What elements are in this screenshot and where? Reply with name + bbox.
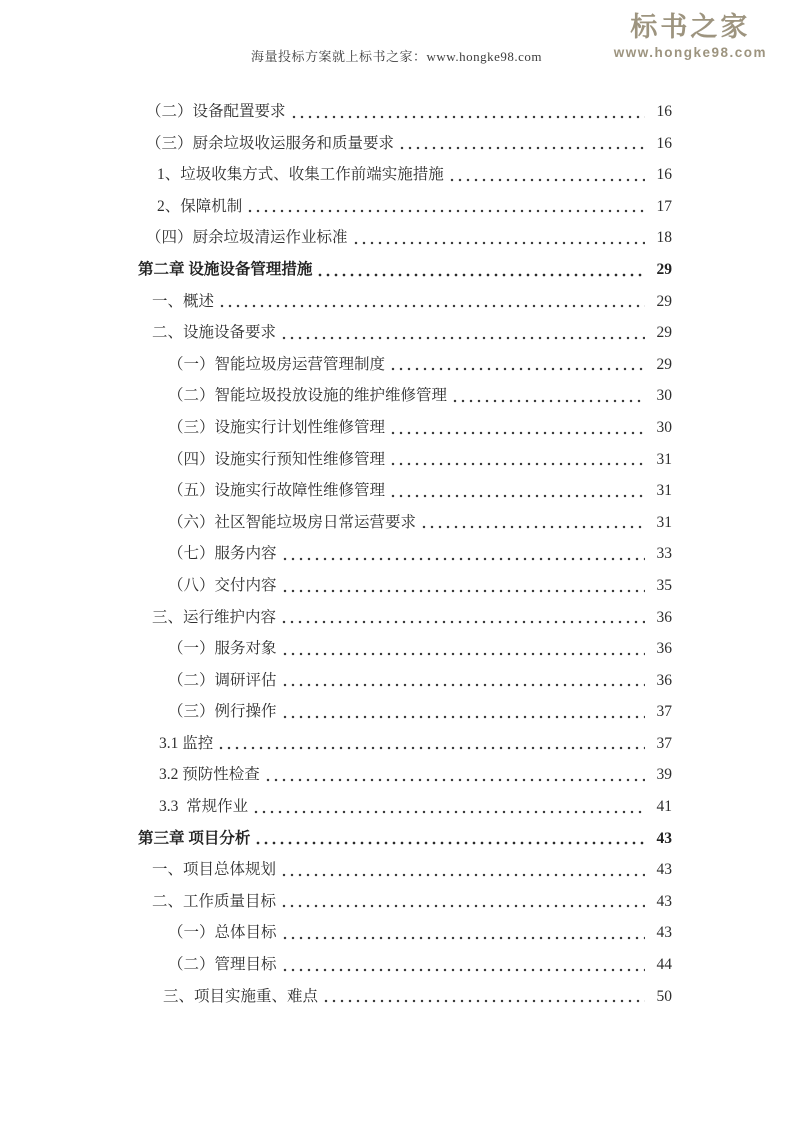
toc-entry-page: 30 [656,418,672,436]
toc-entry-page: 30 [656,387,672,405]
toc-entry-page: 31 [656,450,672,468]
toc-entry-label: （五）设施实行故障性维修管理 [168,482,386,500]
toc-entry [138,728,672,760]
toc-entry [138,349,672,381]
site-banner-text: 海量投标方案就上标书之家：www.hongke98.com [251,49,542,64]
toc-entry-label: 一、项目总体规划 [152,861,277,879]
toc-leader-dots [420,507,645,539]
toc-leader-dots [280,854,645,886]
toc-leader-dots [281,538,645,570]
toc-entry-label: （二）智能垃圾投放设施的维护维修管理 [168,387,448,405]
toc-leader-dots [281,917,645,949]
toc-entry [138,981,672,1013]
toc-leader-dots [290,96,645,128]
toc-entry-label: 三、运行维护内容 [152,608,277,626]
toc-entry-page: 37 [656,734,672,752]
toc-entry-label: 第三章 项目分析 [138,829,251,847]
toc-entry [138,570,672,602]
toc-entry-label: （三）例行操作 [168,703,277,721]
toc-entry-page: 29 [656,324,672,342]
toc-leader-dots [252,791,645,823]
toc-entry-label: （七）服务内容 [168,545,277,563]
toc-entry [138,917,672,949]
toc-entry [138,791,672,823]
toc-entry-page: 29 [656,292,672,310]
toc-entry-page: 44 [656,956,672,974]
toc-entry-page: 33 [656,545,672,563]
toc-leader-dots [218,286,645,318]
toc-entry [138,507,672,539]
toc-entry-label: 3.1 监控 [159,734,214,752]
toc-leader-dots [280,886,645,918]
toc-entry [138,823,672,855]
toc-entry [138,475,672,507]
toc-leader-dots [281,665,645,697]
toc-leader-dots [217,728,645,760]
toc-entry-page: 41 [656,798,672,816]
toc [138,96,672,1012]
toc-leader-dots [451,380,645,412]
toc-entry-page: 43 [656,924,672,942]
toc-entry-page: 39 [656,766,672,784]
toc-entry-label: （三）厨余垃圾收运服务和质量要求 [146,134,395,152]
toc-entry [138,380,672,412]
toc-entry [138,759,672,791]
toc-entry-label: 1、垃圾收集方式、收集工作前端实施措施 [157,166,444,184]
toc-entry-label: （三）设施实行计划性维修管理 [168,418,386,436]
toc-leader-dots [280,317,645,349]
toc-leader-dots [281,949,645,981]
toc-leader-dots [352,222,645,254]
toc-entry-label: 2、保障机制 [157,197,243,215]
toc-leader-dots [316,254,645,286]
toc-entry [138,128,672,160]
toc-leader-dots [389,349,645,381]
toc-entry-page: 36 [656,671,672,689]
toc-entry-label: 二、工作质量目标 [152,892,277,910]
toc-leader-dots [322,981,645,1013]
site-logo-title: 标书之家 [630,12,751,42]
toc-leader-dots [389,412,645,444]
toc-entry-label: 二、设施设备要求 [152,324,277,342]
toc-entry [138,696,672,728]
toc-entry-page: 36 [656,640,672,658]
toc-leader-dots [280,602,645,634]
toc-entry-page: 35 [656,576,672,594]
toc-leader-dots [281,633,645,665]
toc-entry [138,854,672,886]
toc-entry [138,949,672,981]
toc-entry-label: 第二章 设施设备管理措施 [138,260,313,278]
toc-leader-dots [389,475,645,507]
toc-entry [138,286,672,318]
toc-entry-page: 31 [656,482,672,500]
toc-entry-label: 3.3 常规作业 [159,798,249,816]
toc-entry-label: （六）社区智能垃圾房日常运营要求 [168,513,417,531]
toc-entry [138,159,672,191]
toc-entry-page: 16 [656,134,672,152]
toc-entry-label: （一）服务对象 [168,640,277,658]
toc-entry-page: 43 [656,861,672,879]
toc-leader-dots [448,159,645,191]
toc-entry [138,886,672,918]
toc-leader-dots [254,823,645,855]
toc-leader-dots [281,696,645,728]
toc-entry-label: （二）管理目标 [168,956,277,974]
toc-entry [138,602,672,634]
toc-entry [138,96,672,128]
site-logo-url: www.hongke98.com [613,44,767,60]
toc-entry [138,633,672,665]
toc-leader-dots [246,191,645,223]
toc-leader-dots [398,128,645,160]
toc-entry-label: （八）交付内容 [168,576,277,594]
toc-entry-page: 31 [656,513,672,531]
toc-entry-label: 三、项目实施重、难点 [163,987,319,1005]
toc-entry-page: 36 [656,608,672,626]
site-logo [614,13,767,60]
toc-entry-label: （四）厨余垃圾清运作业标准 [146,229,348,247]
toc-entry [138,191,672,223]
toc-entry-label: 3.2 预防性检查 [159,766,260,784]
toc-entry-page: 16 [656,103,672,120]
toc-entry-page: 29 [656,260,672,278]
toc-leader-dots [281,570,645,602]
toc-entry [138,317,672,349]
toc-entry-page: 16 [656,166,672,184]
toc-entry-label: （二）调研评估 [168,671,277,689]
toc-entry-label: 一、概述 [152,292,215,310]
toc-entry-page: 37 [656,703,672,721]
toc-entry [138,412,672,444]
toc-entry-page: 50 [656,987,672,1005]
toc-leader-dots [389,444,645,476]
toc-entry [138,665,672,697]
toc-entry [138,538,672,570]
toc-entry-page: 29 [656,355,672,373]
toc-entry-page: 17 [656,197,672,215]
toc-entry [138,254,672,286]
toc-entry-page: 18 [656,229,672,247]
toc-entry [138,222,672,254]
toc-entry [138,444,672,476]
toc-leader-dots [264,759,645,791]
toc-entry-page: 43 [656,829,672,847]
toc-entry-label: （二）设备配置要求 [146,103,286,120]
toc-entry-label: （四）设施实行预知性维修管理 [168,450,386,468]
toc-entry-label: （一）智能垃圾房运营管理制度 [168,355,386,373]
toc-entry-label: （一）总体目标 [168,924,277,942]
toc-entry-page: 43 [656,892,672,910]
